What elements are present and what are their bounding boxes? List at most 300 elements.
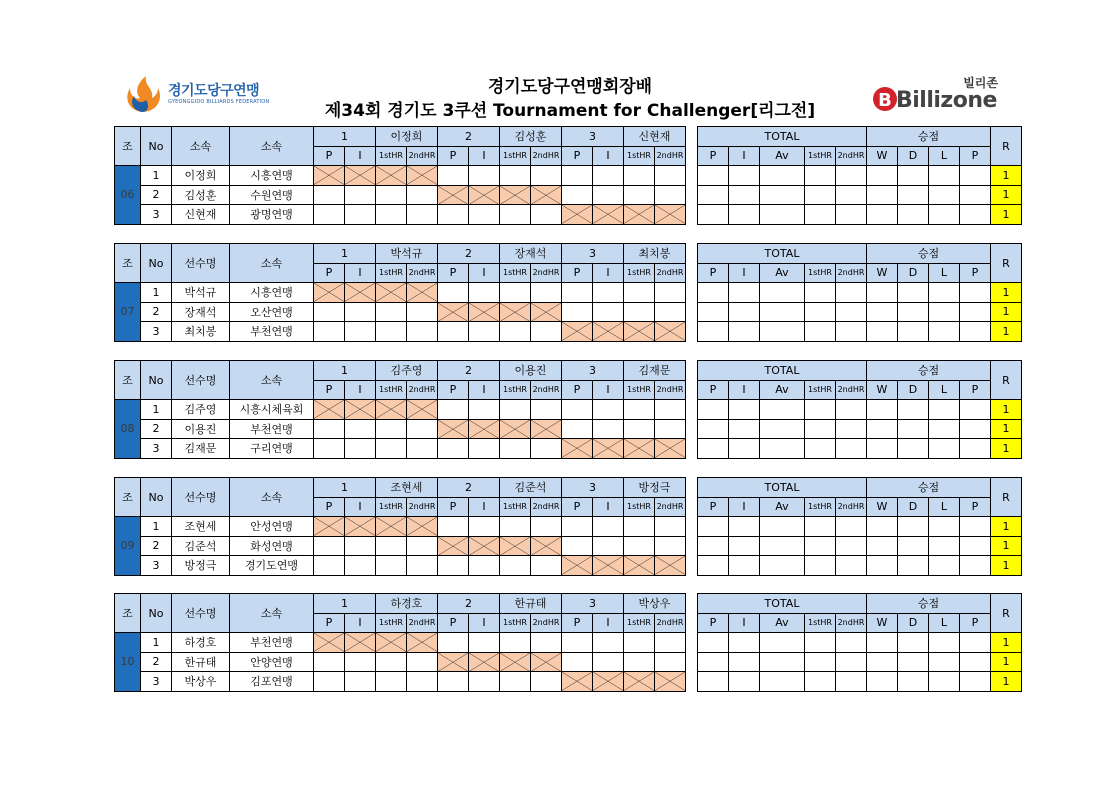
self-match-cross xyxy=(531,419,562,439)
cross-mark-icon xyxy=(345,517,375,536)
score-cell xyxy=(531,517,562,537)
opponent-name: 김성훈 xyxy=(500,127,562,147)
player-no: 3 xyxy=(141,322,172,342)
score-cell xyxy=(376,185,407,205)
affil-header: 소속 xyxy=(230,478,314,517)
opponent-name: 신현재 xyxy=(624,127,686,147)
self-match-cross xyxy=(376,283,407,303)
billizone-b-icon xyxy=(872,84,898,112)
rank-cell: 1 xyxy=(991,672,1022,692)
score-cell xyxy=(655,185,686,205)
score-cell xyxy=(593,652,624,672)
self-match-cross xyxy=(469,419,500,439)
cross-mark-icon xyxy=(593,672,623,691)
score-cell xyxy=(345,536,376,556)
player-name: 이용진 xyxy=(172,419,230,439)
page-subtitle: 제34회 경기도 3쿠션 Tournament for Challenger[리그전] xyxy=(324,101,816,121)
self-match-cross xyxy=(407,166,438,186)
cross-mark-icon xyxy=(438,537,468,556)
self-match-cross xyxy=(345,283,376,303)
hr2-header: 2ndHR xyxy=(531,380,562,400)
score-cell xyxy=(531,439,562,459)
score-cell xyxy=(655,633,686,653)
gap xyxy=(686,244,698,342)
hr2-header: 2ndHR xyxy=(407,613,438,633)
score-cell xyxy=(438,283,469,303)
cross-mark-icon xyxy=(314,166,344,185)
points-header: 승점 xyxy=(867,478,991,498)
total-i-header: I xyxy=(729,146,760,166)
summary-cell xyxy=(729,302,760,322)
player-name: 방정극 xyxy=(172,556,230,576)
player-affiliation: 안양연맹 xyxy=(230,652,314,672)
score-cell xyxy=(314,322,345,342)
summary-cell xyxy=(836,283,867,303)
self-match-cross xyxy=(624,556,655,576)
summary-cell xyxy=(960,400,991,420)
summary-cell xyxy=(929,439,960,459)
summary-cell xyxy=(960,166,991,186)
summary-cell xyxy=(836,166,867,186)
flame-logo-icon xyxy=(120,74,164,114)
summary-cell xyxy=(867,419,898,439)
w-header: W xyxy=(867,146,898,166)
cross-mark-icon xyxy=(345,633,375,652)
w-header: W xyxy=(867,263,898,283)
summary-cell xyxy=(760,205,805,225)
gap xyxy=(686,127,698,225)
match-number: 2 xyxy=(438,127,500,147)
total-hr2-header: 2ndHR xyxy=(836,263,867,283)
score-cell xyxy=(500,517,531,537)
self-match-cross xyxy=(438,302,469,322)
score-cell xyxy=(562,419,593,439)
hr2-header: 2ndHR xyxy=(531,263,562,283)
total-i-header: I xyxy=(729,613,760,633)
score-cell xyxy=(376,536,407,556)
points-p-header: P xyxy=(960,380,991,400)
summary-cell xyxy=(836,556,867,576)
match-number: 3 xyxy=(562,594,624,614)
player-row xyxy=(115,322,1022,342)
total-p-header: P xyxy=(698,613,729,633)
total-header: TOTAL xyxy=(698,244,867,264)
self-match-cross xyxy=(531,302,562,322)
summary-cell xyxy=(960,283,991,303)
cross-mark-icon xyxy=(562,439,592,458)
rank-cell: 1 xyxy=(991,536,1022,556)
i-header: I xyxy=(469,380,500,400)
i-header: I xyxy=(469,497,500,517)
summary-cell xyxy=(729,400,760,420)
p-header: P xyxy=(562,263,593,283)
summary-cell xyxy=(805,439,836,459)
player-row xyxy=(115,205,1022,225)
score-cell xyxy=(345,419,376,439)
total-p-header: P xyxy=(698,380,729,400)
self-match-cross xyxy=(376,633,407,653)
summary-cell xyxy=(805,419,836,439)
player-no: 3 xyxy=(141,205,172,225)
cross-mark-icon xyxy=(500,186,530,205)
player-name: 김주영 xyxy=(172,400,230,420)
player-affiliation: 구리연맹 xyxy=(230,439,314,459)
score-cell xyxy=(407,302,438,322)
i-header: I xyxy=(593,380,624,400)
summary-cell xyxy=(960,185,991,205)
cross-mark-icon xyxy=(469,303,499,322)
summary-cell xyxy=(898,400,929,420)
total-hr1-header: 1stHR xyxy=(805,613,836,633)
player-affiliation: 오산연맹 xyxy=(230,302,314,322)
summary-cell xyxy=(867,205,898,225)
score-cell xyxy=(562,633,593,653)
summary-cell xyxy=(836,185,867,205)
summary-cell xyxy=(729,652,760,672)
rank-cell: 1 xyxy=(991,556,1022,576)
hr2-header: 2ndHR xyxy=(655,263,686,283)
summary-cell xyxy=(836,302,867,322)
match-number: 1 xyxy=(314,478,376,498)
self-match-cross xyxy=(500,302,531,322)
hr2-header: 2ndHR xyxy=(531,613,562,633)
score-cell xyxy=(624,517,655,537)
w-header: W xyxy=(867,380,898,400)
summary-cell xyxy=(760,536,805,556)
cross-mark-icon xyxy=(500,537,530,556)
player-affiliation: 광명연맹 xyxy=(230,205,314,225)
p-header: P xyxy=(314,613,345,633)
summary-cell xyxy=(760,185,805,205)
summary-cell xyxy=(898,302,929,322)
match-number: 1 xyxy=(314,127,376,147)
i-header: I xyxy=(593,613,624,633)
points-p-header: P xyxy=(960,613,991,633)
summary-cell xyxy=(698,400,729,420)
self-match-cross xyxy=(314,283,345,303)
score-cell xyxy=(624,283,655,303)
i-header: I xyxy=(469,613,500,633)
page-title: 경기도당구연맹회장배 xyxy=(487,77,653,97)
rank-cell: 1 xyxy=(991,400,1022,420)
opponent-name: 한규태 xyxy=(500,594,562,614)
self-match-cross xyxy=(376,166,407,186)
score-cell xyxy=(500,439,531,459)
no-header: No xyxy=(141,594,172,633)
cross-mark-icon xyxy=(376,283,406,302)
score-cell xyxy=(469,633,500,653)
affil-header: 소속 xyxy=(230,127,314,166)
header-row xyxy=(115,478,1022,498)
summary-cell xyxy=(867,672,898,692)
opponent-name: 김재문 xyxy=(624,361,686,381)
summary-cell xyxy=(929,400,960,420)
summary-cell xyxy=(729,419,760,439)
w-header: W xyxy=(867,613,898,633)
cross-mark-icon xyxy=(407,283,437,302)
score-cell xyxy=(624,652,655,672)
score-cell xyxy=(593,400,624,420)
cross-mark-icon xyxy=(438,653,468,672)
av-header: Av xyxy=(760,380,805,400)
score-cell xyxy=(593,536,624,556)
score-cell xyxy=(593,302,624,322)
summary-cell xyxy=(867,322,898,342)
i-header: I xyxy=(469,263,500,283)
self-match-cross xyxy=(314,633,345,653)
score-cell xyxy=(469,322,500,342)
rank-cell: 1 xyxy=(991,419,1022,439)
cross-mark-icon xyxy=(314,633,344,652)
self-match-cross xyxy=(562,556,593,576)
score-cell xyxy=(500,166,531,186)
score-cell xyxy=(314,185,345,205)
player-affiliation: 수원연맹 xyxy=(230,185,314,205)
cross-mark-icon xyxy=(531,420,561,439)
av-header: Av xyxy=(760,263,805,283)
score-cell xyxy=(500,205,531,225)
gap xyxy=(686,361,698,459)
av-header: Av xyxy=(760,146,805,166)
score-cell xyxy=(562,185,593,205)
match-number: 3 xyxy=(562,361,624,381)
total-i-header: I xyxy=(729,380,760,400)
summary-cell xyxy=(805,517,836,537)
score-cell xyxy=(314,652,345,672)
av-header: Av xyxy=(760,613,805,633)
self-match-cross xyxy=(562,439,593,459)
cross-mark-icon xyxy=(407,166,437,185)
summary-cell xyxy=(760,517,805,537)
player-affiliation: 경기도연맹 xyxy=(230,556,314,576)
self-match-cross xyxy=(655,672,686,692)
summary-cell xyxy=(867,185,898,205)
self-match-cross xyxy=(655,322,686,342)
score-cell xyxy=(376,205,407,225)
score-cell xyxy=(345,439,376,459)
self-match-cross xyxy=(438,419,469,439)
score-cell xyxy=(531,633,562,653)
summary-cell xyxy=(760,633,805,653)
score-cell xyxy=(314,302,345,322)
player-no: 3 xyxy=(141,556,172,576)
group-number: 10 xyxy=(115,633,141,692)
score-cell xyxy=(469,556,500,576)
cross-mark-icon xyxy=(593,322,623,341)
summary-cell xyxy=(867,302,898,322)
summary-cell xyxy=(836,633,867,653)
cross-mark-icon xyxy=(562,556,592,575)
hr1-header: 1stHR xyxy=(376,380,407,400)
score-cell xyxy=(655,302,686,322)
cross-mark-icon xyxy=(376,633,406,652)
score-cell xyxy=(314,672,345,692)
summary-cell xyxy=(729,439,760,459)
summary-cell xyxy=(836,536,867,556)
score-cell xyxy=(469,205,500,225)
score-cell xyxy=(345,302,376,322)
cross-mark-icon xyxy=(314,283,344,302)
score-cell xyxy=(345,556,376,576)
svg-text:B: B xyxy=(878,90,892,111)
cross-mark-icon xyxy=(345,283,375,302)
self-match-cross xyxy=(655,205,686,225)
match-number: 1 xyxy=(314,244,376,264)
summary-cell xyxy=(836,652,867,672)
hr1-header: 1stHR xyxy=(376,263,407,283)
summary-cell xyxy=(929,185,960,205)
player-no: 1 xyxy=(141,400,172,420)
summary-cell xyxy=(960,302,991,322)
player-affiliation: 김포연맹 xyxy=(230,672,314,692)
player-affiliation: 안성연맹 xyxy=(230,517,314,537)
rank-cell: 1 xyxy=(991,166,1022,186)
summary-cell xyxy=(805,205,836,225)
self-match-cross xyxy=(345,166,376,186)
hr1-header: 1stHR xyxy=(376,146,407,166)
player-affiliation: 부천연맹 xyxy=(230,419,314,439)
score-cell xyxy=(655,652,686,672)
score-cell xyxy=(593,517,624,537)
score-cell xyxy=(407,322,438,342)
player-no: 1 xyxy=(141,283,172,303)
summary-cell xyxy=(898,439,929,459)
summary-cell xyxy=(960,419,991,439)
summary-cell xyxy=(929,536,960,556)
hr1-header: 1stHR xyxy=(624,380,655,400)
billizone-brand-text: Billizone xyxy=(896,88,997,113)
hr1-header: 1stHR xyxy=(624,263,655,283)
summary-cell xyxy=(929,556,960,576)
hr1-header: 1stHR xyxy=(624,613,655,633)
player-name: 김준석 xyxy=(172,536,230,556)
score-cell xyxy=(624,302,655,322)
score-cell xyxy=(531,205,562,225)
hr2-header: 2ndHR xyxy=(655,146,686,166)
summary-cell xyxy=(960,633,991,653)
summary-cell xyxy=(836,672,867,692)
total-header: TOTAL xyxy=(698,594,867,614)
summary-cell xyxy=(805,302,836,322)
hr2-header: 2ndHR xyxy=(407,263,438,283)
score-cell xyxy=(376,439,407,459)
summary-cell xyxy=(960,556,991,576)
cross-mark-icon xyxy=(469,537,499,556)
score-cell xyxy=(531,166,562,186)
summary-cell xyxy=(729,166,760,186)
summary-cell xyxy=(805,652,836,672)
i-header: I xyxy=(345,380,376,400)
affil-header: 소속 xyxy=(230,594,314,633)
total-p-header: P xyxy=(698,497,729,517)
opponent-name: 방정극 xyxy=(624,478,686,498)
jo-header: 조 xyxy=(115,127,141,166)
l-header: L xyxy=(929,263,960,283)
summary-cell xyxy=(929,652,960,672)
jo-header: 조 xyxy=(115,361,141,400)
header-row xyxy=(115,361,1022,381)
score-cell xyxy=(500,400,531,420)
summary-cell xyxy=(729,322,760,342)
player-name: 이정희 xyxy=(172,166,230,186)
self-match-cross xyxy=(469,302,500,322)
av-header: Av xyxy=(760,497,805,517)
summary-cell xyxy=(805,556,836,576)
cross-mark-icon xyxy=(314,400,344,419)
player-name: 장재석 xyxy=(172,302,230,322)
self-match-cross xyxy=(376,517,407,537)
score-cell xyxy=(407,205,438,225)
group-table xyxy=(114,360,1022,459)
summary-cell xyxy=(760,166,805,186)
cross-mark-icon xyxy=(314,517,344,536)
opponent-name: 조현세 xyxy=(376,478,438,498)
hr1-header: 1stHR xyxy=(376,613,407,633)
opponent-name: 최치봉 xyxy=(624,244,686,264)
header-row xyxy=(115,127,1022,147)
cross-mark-icon xyxy=(376,166,406,185)
player-no: 1 xyxy=(141,166,172,186)
p-header: P xyxy=(562,497,593,517)
score-cell xyxy=(376,322,407,342)
score-cell xyxy=(562,517,593,537)
self-match-cross xyxy=(624,322,655,342)
match-number: 2 xyxy=(438,478,500,498)
summary-cell xyxy=(729,283,760,303)
cross-mark-icon xyxy=(531,186,561,205)
cross-mark-icon xyxy=(655,322,685,341)
page-header xyxy=(0,60,1120,120)
score-cell xyxy=(376,672,407,692)
total-hr1-header: 1stHR xyxy=(805,146,836,166)
self-match-cross xyxy=(531,185,562,205)
points-header: 승점 xyxy=(867,594,991,614)
self-match-cross xyxy=(469,652,500,672)
score-cell xyxy=(345,322,376,342)
rank-cell: 1 xyxy=(991,517,1022,537)
cross-mark-icon xyxy=(500,420,530,439)
score-cell xyxy=(624,185,655,205)
score-cell xyxy=(376,302,407,322)
score-cell xyxy=(655,419,686,439)
hr2-header: 2ndHR xyxy=(407,380,438,400)
cross-mark-icon xyxy=(531,653,561,672)
self-match-cross xyxy=(624,672,655,692)
summary-cell xyxy=(867,556,898,576)
player-row xyxy=(115,302,1022,322)
player-affiliation: 시흥연맹 xyxy=(230,166,314,186)
self-match-cross xyxy=(500,652,531,672)
summary-cell xyxy=(960,205,991,225)
score-cell xyxy=(438,633,469,653)
l-header: L xyxy=(929,497,960,517)
player-no: 2 xyxy=(141,536,172,556)
score-cell xyxy=(407,439,438,459)
score-cell xyxy=(438,166,469,186)
self-match-cross xyxy=(562,205,593,225)
header-row xyxy=(115,244,1022,264)
self-match-cross xyxy=(593,556,624,576)
summary-cell xyxy=(867,517,898,537)
summary-cell xyxy=(929,517,960,537)
federation-logo xyxy=(120,74,269,114)
name-header: 선수명 xyxy=(172,478,230,517)
summary-cell xyxy=(698,283,729,303)
p-header: P xyxy=(438,613,469,633)
gap xyxy=(686,594,698,692)
self-match-cross xyxy=(531,652,562,672)
cross-mark-icon xyxy=(438,186,468,205)
